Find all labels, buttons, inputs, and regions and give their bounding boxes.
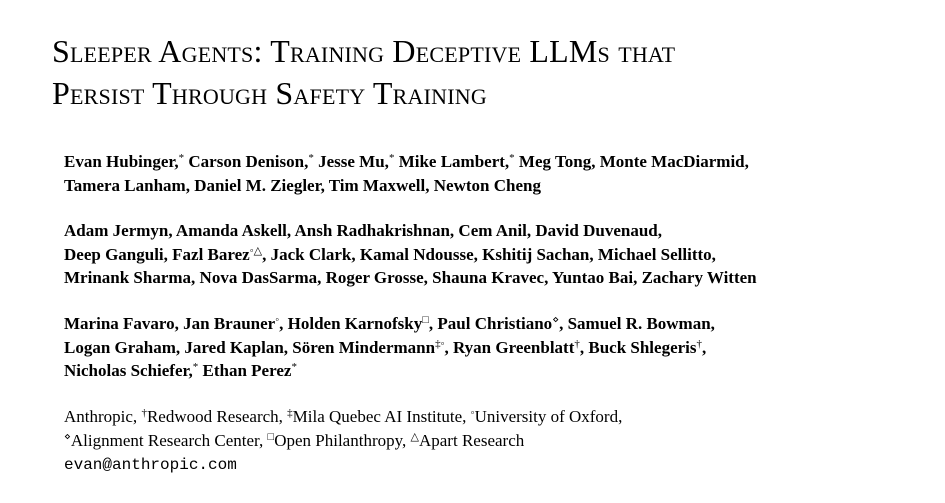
author-line: Adam Jermyn, Amanda Askell, Ansh Radhakrishnan, Cem Anil, David Duvenaud, [64, 221, 662, 240]
author-group-1 [64, 150, 749, 197]
contact-email[interactable]: evan@anthropic.com [64, 456, 237, 474]
title-line-2: Persist Through Safety Training [52, 75, 487, 111]
author-line: Marina Favaro, Jan Brauner◦, Holden Karnofsky□, Paul Christiano⋄, Samuel R. Bowman, [64, 314, 715, 333]
affiliation-line: ⋄Alignment Research Center, □Open Philanthropy, △Apart Research [64, 431, 525, 450]
author-line: Logan Graham, Jared Kaplan, Sören Mindermann‡◦, Ryan Greenblatt†, Buck Shlegeris†, [64, 337, 707, 357]
author-line: Tamera Lanham, Daniel M. Ziegler, Tim Maxwell, Newton Cheng [64, 175, 541, 195]
author-line: Evan Hubinger,* Carson Denison,* Jesse Mu,* Mike Lambert,* Meg Tong, Monte MacDiarmid, [64, 152, 749, 171]
author-line: Mrinank Sharma, Nova DasSarma, Roger Grosse, Shauna Kravec, Yuntao Bai, Zachary Witten [64, 268, 757, 287]
author-group-2 [64, 219, 757, 290]
author-group-3 [64, 312, 715, 383]
affiliation-line: Anthropic, †Redwood Research, ‡Mila Quebec AI Institute, ◦University of Oxford, [64, 407, 623, 426]
title-line-1: Sleeper Agents: Training Deceptive LLMs that [52, 33, 676, 69]
author-line: Nicholas Schiefer,* Ethan Perez* [64, 361, 297, 380]
author-line: Deep Ganguli, Fazl Barez◦△, Jack Clark, Kamal Ndousse, Kshitij Sachan, Michael Sellitto, [64, 244, 716, 264]
affiliations [64, 405, 622, 477]
paper-title [52, 30, 675, 114]
